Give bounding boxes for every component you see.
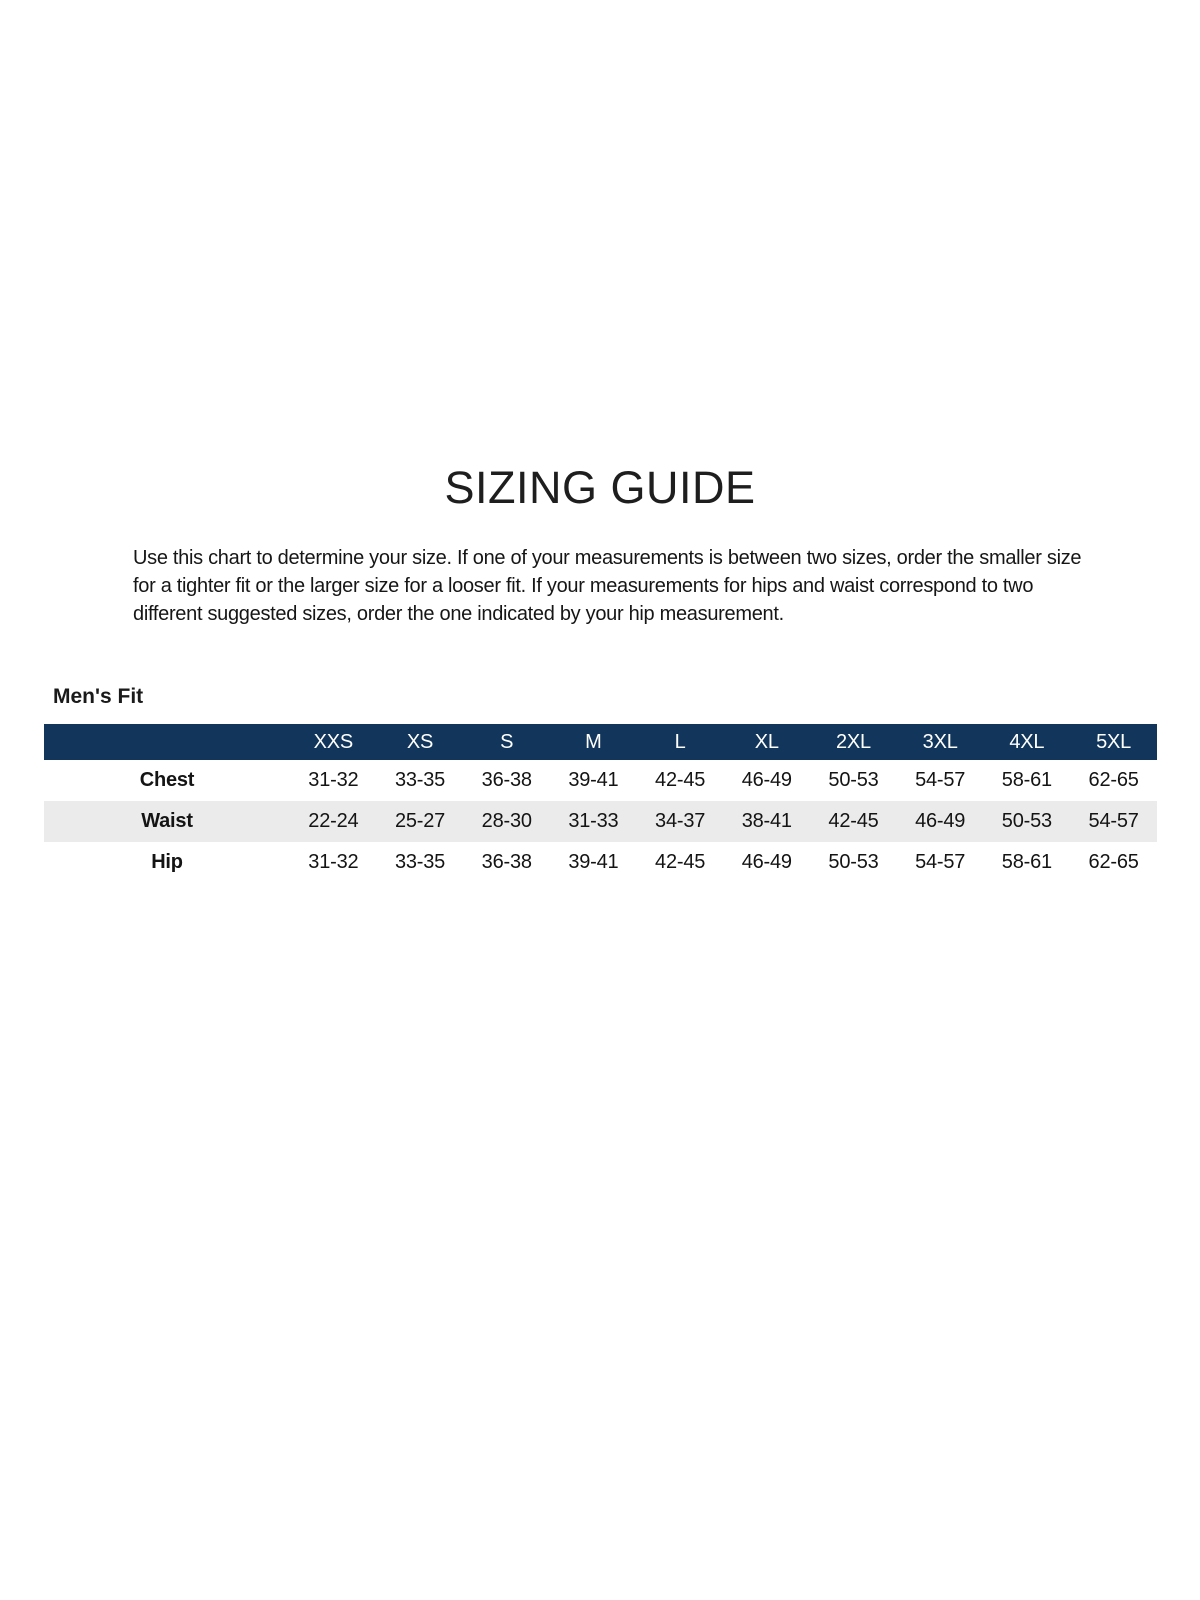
size-column-header-4xl: 4XL: [984, 724, 1071, 760]
row-label-hip: Hip: [151, 851, 183, 873]
measurement-cell: 36-38: [481, 769, 532, 791]
measurement-cell: 54-57: [915, 851, 966, 873]
size-column-header-l: L: [637, 724, 724, 760]
measurement-cell: 34-37: [655, 810, 706, 832]
measurement-cell: 28-30: [481, 810, 532, 832]
measurement-cell: 33-35: [394, 769, 446, 791]
measurement-cell: 39-41: [568, 769, 619, 791]
measurement-cell: 22-24: [308, 810, 359, 832]
measurement-cell: 46-49: [915, 810, 966, 832]
measurement-cell: 25-27: [394, 810, 446, 832]
size-column-header-s: S: [463, 724, 550, 760]
measurement-cell: 39-41: [568, 851, 619, 873]
measurement-row-waist: [44, 801, 1157, 842]
measurement-cell: 50-53: [1001, 810, 1052, 832]
measurement-cell: 54-57: [1088, 810, 1139, 832]
measurement-cell: 31-32: [308, 851, 359, 873]
measurement-cell: 36-38: [481, 851, 532, 873]
measurement-cell: 42-45: [655, 769, 706, 791]
intro-paragraph: Use this chart to determine your size. If one of your measurements is between two sizes, order the smaller size for a tighter fit or the larger size for a looser fit. If your measurements for hips and waist correspond to two different suggested sizes, order the one indicated by your hip measurement.: [133, 547, 1082, 625]
measurement-cell: 62-65: [1088, 851, 1139, 873]
measurement-cell: 54-57: [915, 769, 966, 791]
measurement-cell: 33-35: [394, 851, 446, 873]
measurement-cell: 46-49: [741, 851, 792, 873]
size-column-header-5xl: 5XL: [1070, 724, 1157, 760]
row-label-waist: Waist: [141, 810, 193, 832]
size-column-header-xl: XL: [723, 724, 810, 760]
size-column-header-xs: XS: [377, 724, 464, 760]
measurement-cell: 31-32: [308, 769, 359, 791]
measurement-cell: 50-53: [828, 769, 879, 791]
measurement-cell: 58-61: [1001, 769, 1052, 791]
size-column-header-3xl: 3XL: [897, 724, 984, 760]
sizing-table: [44, 724, 1157, 883]
row-label-chest: Chest: [139, 769, 195, 791]
measurement-cell: 46-49: [741, 769, 792, 791]
measurement-cell: 38-41: [741, 810, 792, 832]
size-header-row: [44, 724, 1157, 760]
size-column-header-m: M: [550, 724, 637, 760]
size-header-spacer: [44, 724, 290, 760]
size-column-header-2xl: 2XL: [810, 724, 897, 760]
section-label-mens-fit: Men's Fit: [53, 685, 144, 708]
measurement-cell: 62-65: [1088, 769, 1139, 791]
measurement-cell: 58-61: [1001, 851, 1052, 873]
measurement-cell: 50-53: [828, 851, 879, 873]
measurement-row-chest: [44, 760, 1157, 801]
measurement-cell: 42-45: [655, 851, 706, 873]
page-title: SIZING GUIDE: [444, 462, 756, 513]
measurement-cell: 42-45: [828, 810, 879, 832]
size-column-header-xxs: XXS: [290, 724, 377, 760]
measurement-cell: 31-33: [568, 810, 619, 832]
measurement-row-hip: [44, 842, 1157, 883]
